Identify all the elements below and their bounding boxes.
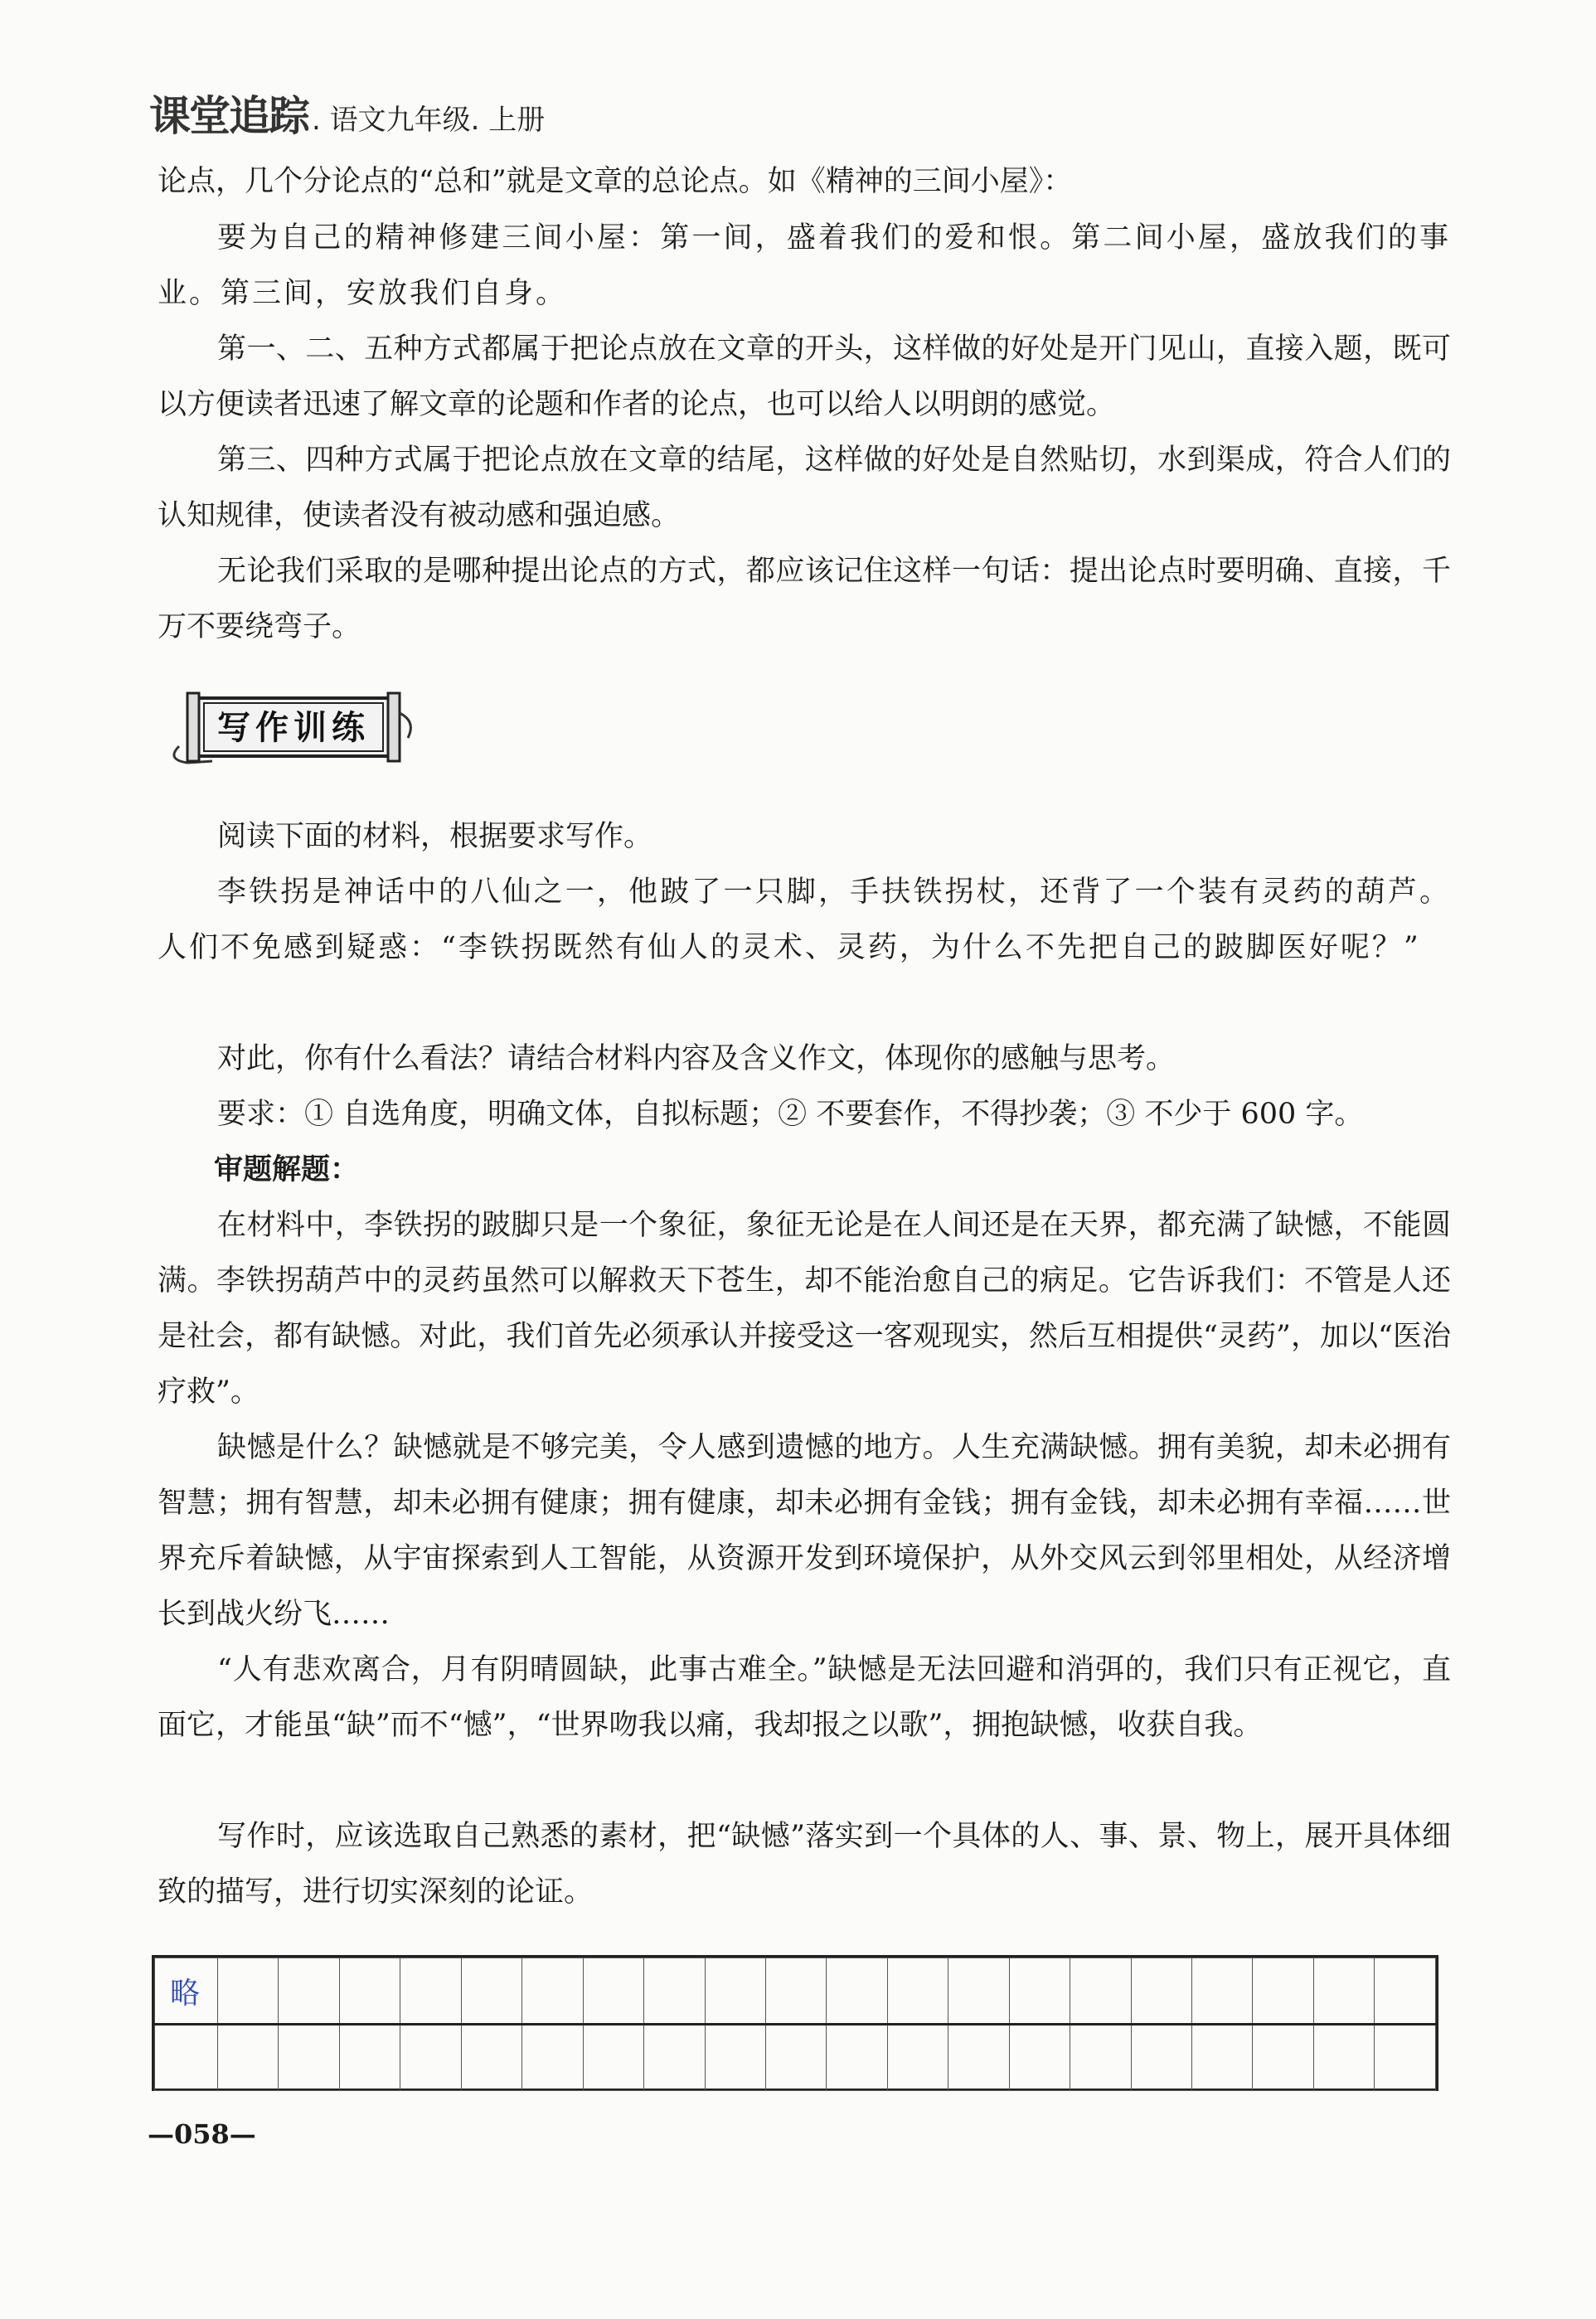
page-number: —058— (148, 2118, 256, 2150)
answer-note: 略 (170, 1976, 201, 2011)
answer-grid[interactable] (152, 1955, 1438, 2091)
intro-quote: 要为自己的精神修建三间小屋：第一间，盛着我们的爱和恨。第二间小屋，盛放我们的事业。第三间，安放我们自身。 (158, 221, 1451, 310)
book-logo: 课堂追踪 (149, 92, 308, 140)
analysis-paragraph-1: 在材料中，李铁拐的跛脚只是一个象征，象征无论是在人间还是在天界，都充满了缺憾，不能圆满。李铁拐葫芦中的灵药虽然可以解救天下苍生，却不能治愈自己的病足。它告诉我们：不管是人还是社会，都有缺憾。对此，我们首先必须承认并接受这一客观现实，然后互相提供“灵药”，加以“医治疗救”。 (158, 1209, 1451, 1409)
training-material: 李铁拐是神话中的八仙之一，他跛了一只脚，手扶铁拐杖，还背了一个装有灵药的葫芦。人们不免感到疑惑：“李铁拐既然有仙人的灵术、灵药，为什么不先把自己的跛脚医好呢？” (158, 876, 1451, 964)
intro-paragraph-1: 论点，几个分论点的“总和”就是文章的总论点。如《精神的三间小屋》： (158, 165, 1073, 198)
section-title: 写作训练 (217, 709, 370, 747)
book-subtitle: . 语文九年级. 上册 (312, 104, 546, 137)
intro-paragraph-5: 无论我们采取的是哪种提出论点的方式，都应该记住这样一句话：提出论点时要明确、直接，千万不要绕弯子。 (158, 555, 1451, 643)
analysis-paragraph-3: “人有悲欢离合，月有阴晴圆缺，此事古难全。”缺憾是无法回避和消弭的，我们只有正视它，直面它，才能虽“缺”而不“憾”，“世界吻我以痛，我却报之以歌”，拥抱缺憾，收获自我。 (158, 1653, 1451, 1742)
training-question: 对此，你有什么看法？请结合材料内容及含义作文，体现你的感触与思考。 (217, 1042, 1176, 1075)
training-instruction: 阅读下面的材料，根据要求写作。 (217, 820, 653, 853)
intro-paragraph-4: 第三、四种方式属于把论点放在文章的结尾，这样做的好处是自然贴切，水到渠成，符合人们的认知规律，使读者没有被动感和强迫感。 (158, 444, 1451, 532)
analysis-paragraph-2: 缺憾是什么？缺憾就是不够完美，令人感到遗憾的地方。人生充满缺憾。拥有美貌，却未必拥有智慧；拥有智慧，却未必拥有健康；拥有健康，却未必拥有金钱；拥有金钱，却未必拥有幸福……世界充斥着缺憾，从宇宙探索到人工智能，从资源开发到环境保护，从外交风云到邻里相处，从经济增长到战火纷飞…… (158, 1431, 1451, 1631)
intro-paragraph-3: 第一、二、五种方式都属于把论点放在文章的开头，这样做的好处是开门见山，直接入题，既可以方便读者迅速了解文章的论题和作者的论点，也可以给人以明朗的感觉。 (158, 332, 1451, 421)
training-requirements: 要求：① 自选角度，明确文体，自拟标题；② 不要套作，不得抄袭；③ 不少于 600 字。 (217, 1098, 1364, 1131)
section-banner (163, 688, 420, 768)
analysis-paragraph-4: 写作时，应该选取自己熟悉的素材，把“缺憾”落实到一个具体的人、事、景、物上，展开具体细致的描写，进行切实深刻的论证。 (158, 1820, 1451, 1909)
analysis-label: 审题解题： (214, 1153, 360, 1186)
page-header (149, 83, 545, 143)
